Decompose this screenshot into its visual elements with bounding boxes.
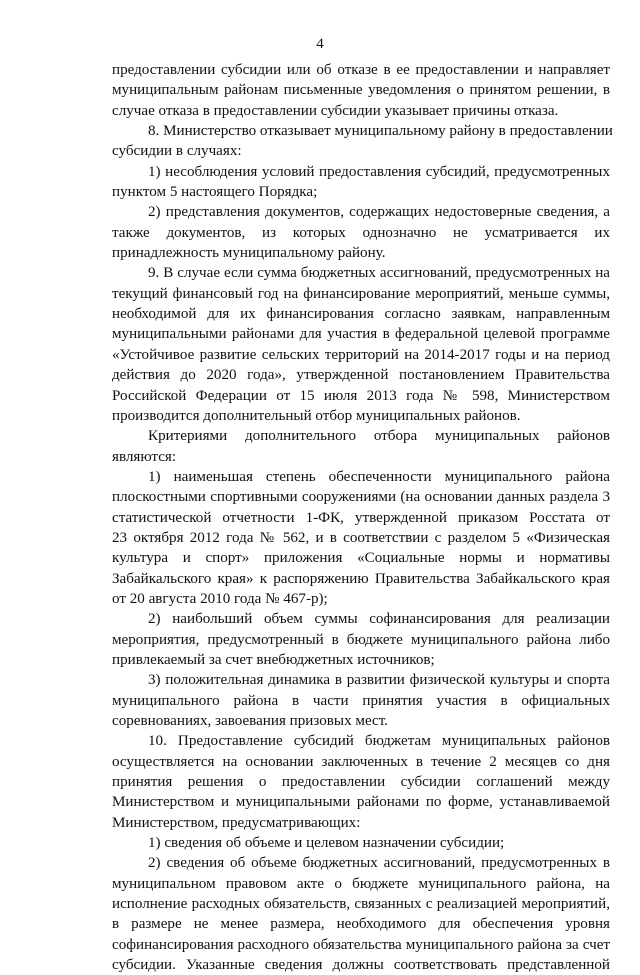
text-line: Министерством и муниципальными районами по форме, устанавливаемой (112, 794, 610, 811)
text-line: 10. Предоставление субсидий бюджетам муниципальных районов (148, 733, 610, 750)
text-line: 9. В случае если сумма бюджетных ассигнований, предусмотренных на (148, 265, 610, 282)
text-line: текущий финансовый год на финансирование мероприятий, меньше суммы, (112, 285, 610, 302)
text-line: субсидии. Указанные сведения должны соответствовать представленной (112, 957, 610, 974)
text-line: в размере не менее размера, необходимого для обеспечения уровня (112, 916, 610, 933)
text-line: мероприятия, предусмотренный в бюджете муниципального района либо (112, 631, 610, 648)
text-line: пунктом 5 настоящего Порядка; (112, 184, 318, 201)
page-number: 4 (316, 36, 324, 52)
text-line: необходимой для их финансирования согласно заявкам, направленным (112, 306, 610, 323)
text-line: Министерством, предусматривающих: (112, 814, 361, 831)
text-line: производится дополнительный отбор муниципальных районов. (112, 407, 521, 424)
text-line: муниципальными районами для участия в федеральной целевой программе (112, 326, 610, 343)
text-line: принятия решения о предоставлении субсидии соглашений между (112, 774, 610, 791)
text-line: предоставлении субсидии или об отказе в ее предоставлении и направляет (112, 62, 610, 78)
text-line: также документов, из которых однозначно не усматривается их (112, 224, 610, 241)
text-line: 1) наименьшая степень обеспеченности муниципального района (148, 468, 610, 485)
text-line: принадлежность муниципальному району. (112, 245, 386, 262)
text-line: 2) наибольший объем суммы софинансирования для реализации (148, 611, 610, 628)
document-body (112, 60, 613, 975)
text-line: являются: (112, 448, 177, 465)
text-line: муниципальном правовом акте о бюджете муниципального района, на (112, 875, 610, 892)
text-line: «Устойчивое развитие сельских территорий на 2014-2017 годы и на период (112, 346, 610, 363)
text-line: 2) сведения об объеме бюджетных ассигнований, предусмотренных в (148, 855, 610, 872)
text-line: Забайкальского края» к распоряжению Правительства Забайкальского края (112, 570, 610, 587)
text-line: муниципальным районам письменные уведомления о принятом решении, в (112, 82, 610, 99)
text-line: культура и спорт» приложения «Социальные нормы и нормативы (112, 550, 610, 567)
text-line: 2) представления документов, содержащих недостоверные сведения, а (148, 204, 610, 221)
text-line: привлекаемый за счет внебюджетных источников; (112, 651, 435, 668)
text-line: случае отказа в предоставлении субсидии указывает причины отказа. (112, 102, 559, 119)
text-line: плоскостными спортивными сооружениями (на основании данных раздела 3 (112, 489, 610, 506)
text-line: 3) положительная динамика в развитии физической культуры и спорта (148, 672, 610, 689)
text-line: от 20 августа 2010 года № 467-р); (112, 590, 328, 607)
text-line: статистической отчетности 1-ФК, утвержденной приказом Росстата от (112, 509, 610, 526)
text-line: 23 октября 2012 года № 562, и в соответствии с разделом 5 «Физическая (112, 529, 610, 546)
text-line: муниципального района в части принятия участия в официальных (112, 692, 610, 709)
text-line: соревнованиях, завоевания призовых мест. (112, 713, 388, 729)
text-line: 1) несоблюдения условий предоставления субсидий, предусмотренных (148, 163, 610, 180)
text-line: действия до 2020 года», утвержденной постановлением Правительства (112, 367, 610, 384)
text-line: субсидии в случаях: (112, 143, 242, 160)
text-line: 8. Министерство отказывает муниципальному району в предоставлении (148, 123, 613, 140)
text-line: 1) сведения об объеме и целевом назначении субсидии; (148, 835, 505, 852)
text-line: Российской Федерации от 15 июля 2013 года № 598, Министерством (112, 387, 610, 404)
text-line: софинансирования расходного обязательства муниципального района за счет (112, 936, 610, 953)
text-line: Критериями дополнительного отбора муниципальных районов (148, 428, 610, 445)
text-line: исполнение расходных обязательств, связанных с реализацией мероприятий, (112, 896, 610, 913)
text-line: осуществляется на основании заключенных в течение 2 месяцев со дня (112, 753, 610, 770)
